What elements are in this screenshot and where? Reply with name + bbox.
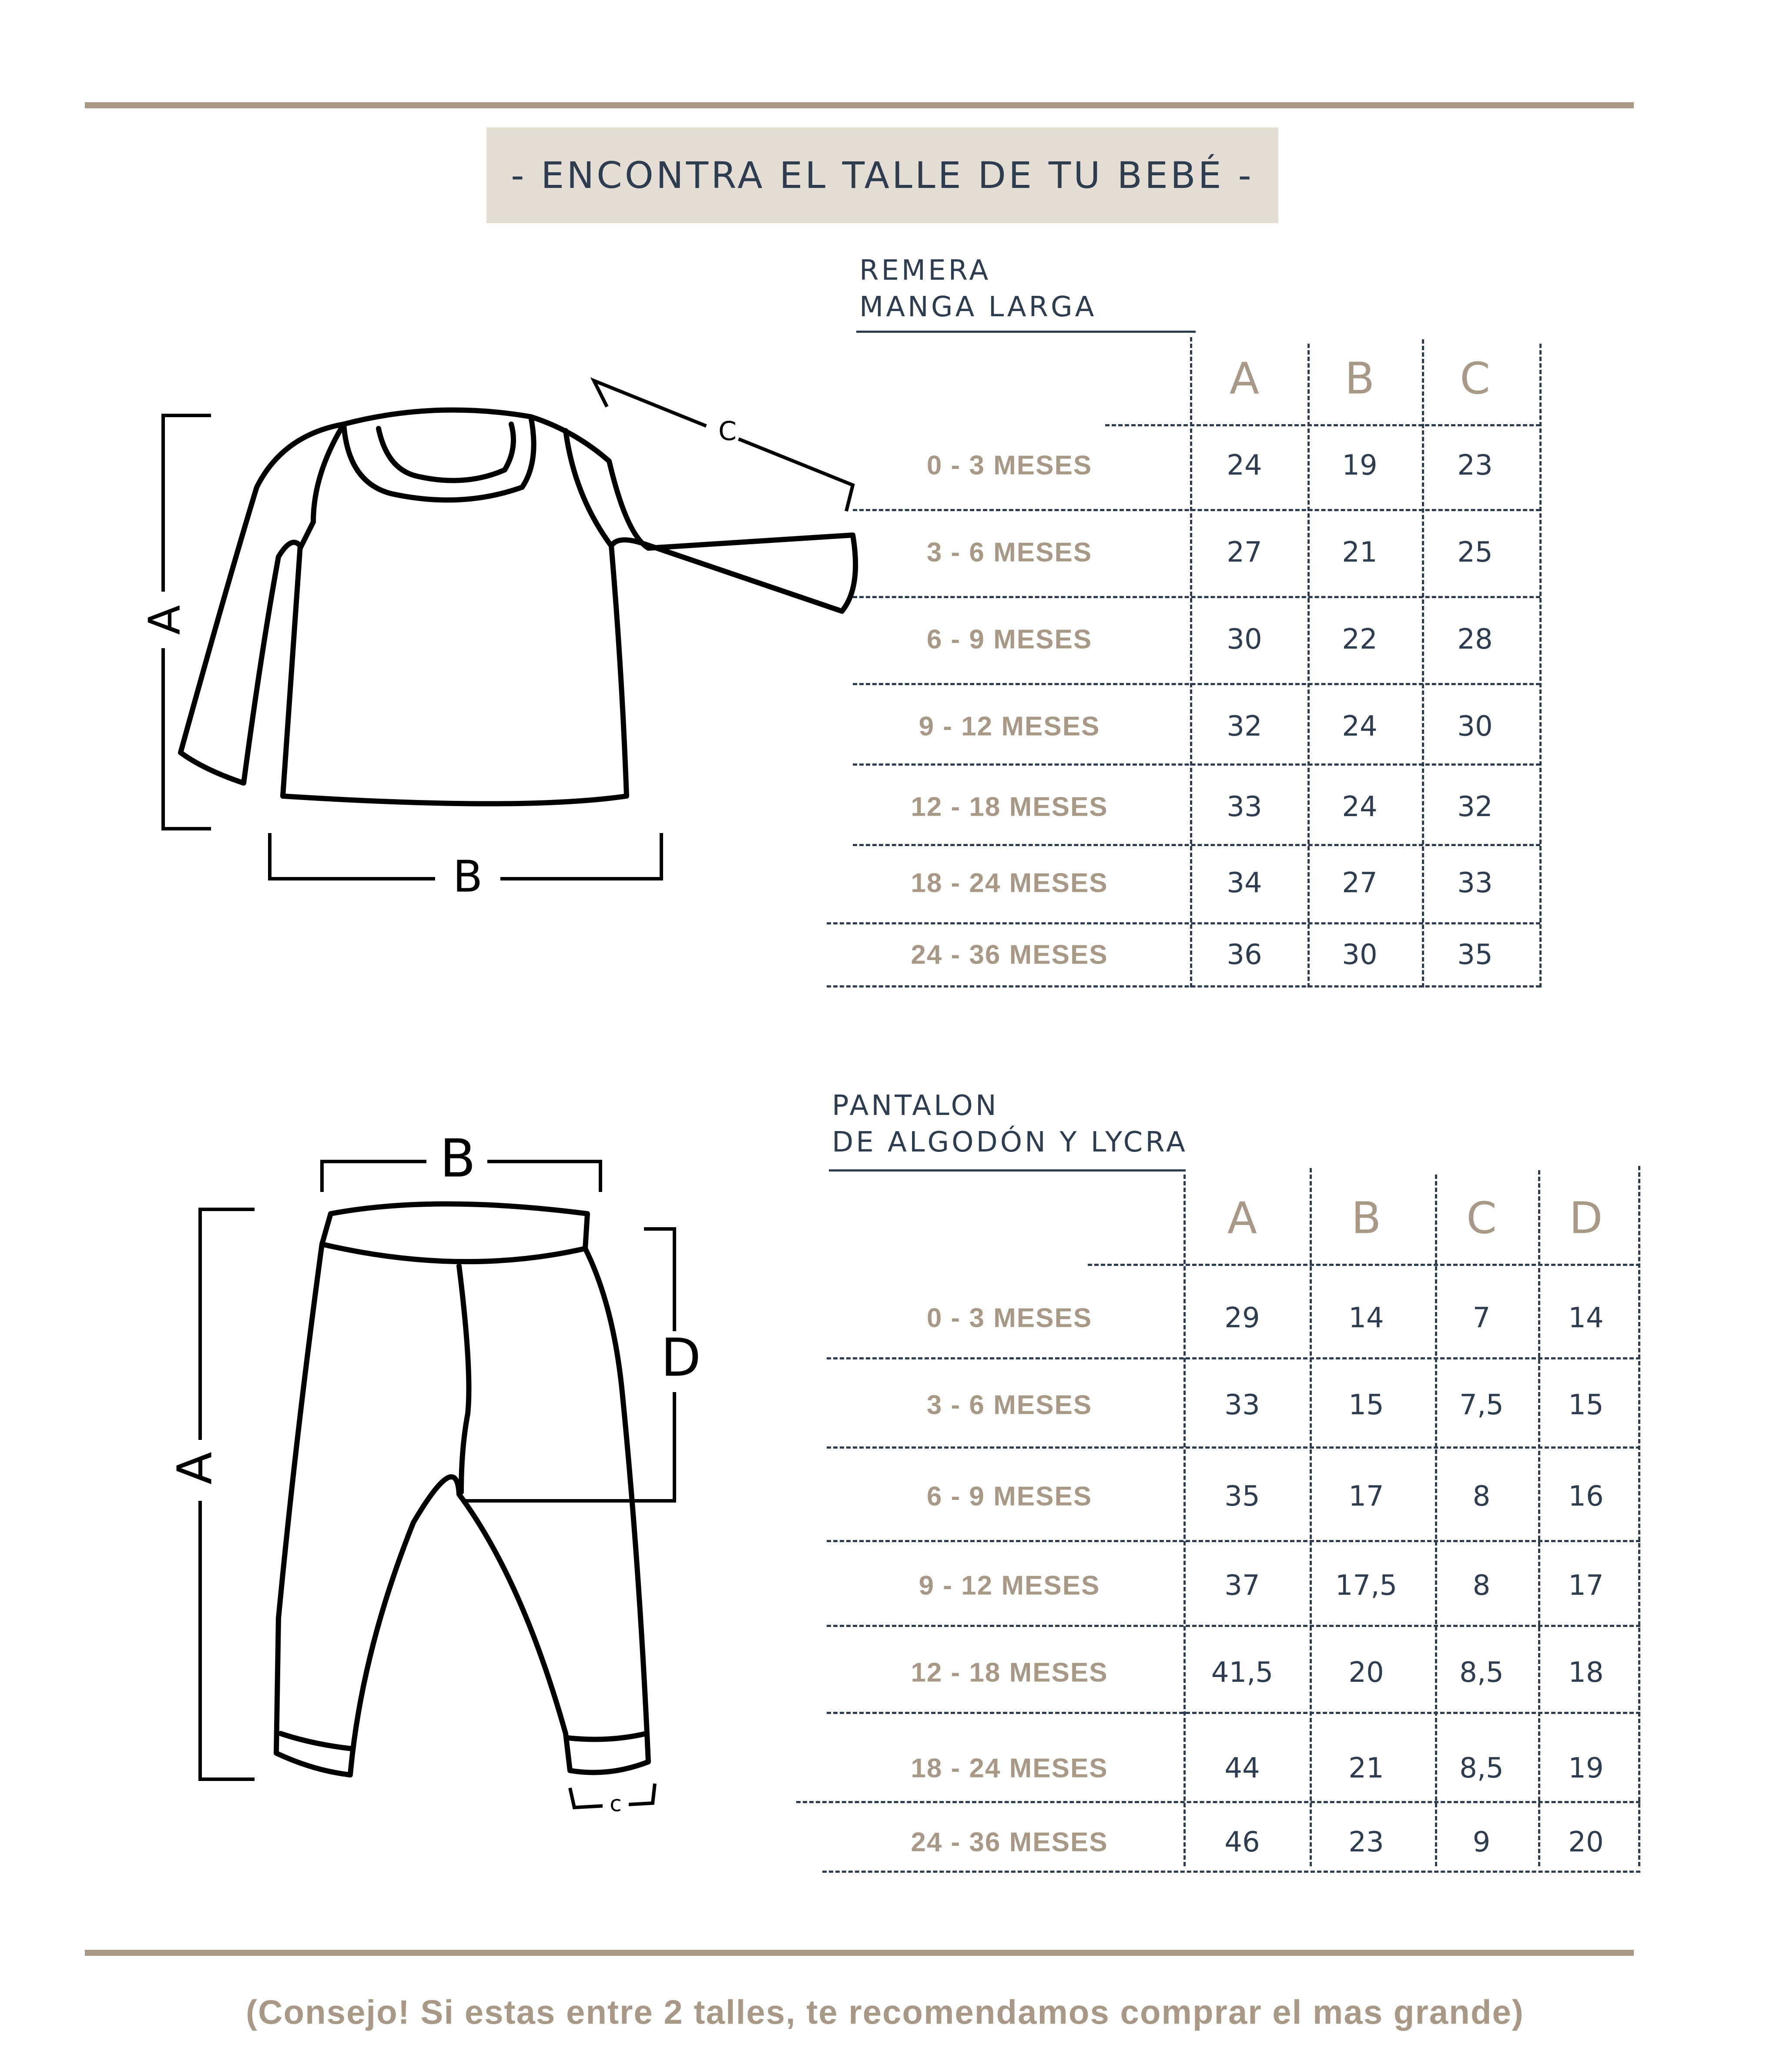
pantalon-table-cell: 17,5 (1335, 1570, 1398, 1602)
remera-table-cell: 27 (1227, 536, 1262, 569)
pantalon-table-cell: 7 (1472, 1302, 1491, 1334)
pantalon-table-cell: 18 (1568, 1657, 1604, 1689)
remera-table-cell: 24 (1227, 449, 1262, 482)
remera-table-cell: 24 (1342, 791, 1378, 823)
pantalon-table-cell: 41,5 (1211, 1657, 1274, 1689)
remera-column-header: C (1460, 353, 1490, 404)
remera-table-cell: 23 (1457, 449, 1493, 482)
pantalon-column-header: A (1227, 1192, 1257, 1244)
pantalon-table-cell: 8 (1472, 1570, 1491, 1602)
pantalon-column-header: C (1466, 1192, 1497, 1244)
remera-table-cell: 33 (1457, 867, 1493, 899)
pantalon-table-cell: 19 (1568, 1752, 1604, 1784)
pantalon-table-cell: 15 (1568, 1389, 1604, 1421)
remera-table-cell: 36 (1227, 939, 1262, 971)
remera-row-size-label: 24 - 36 MESES (911, 940, 1108, 970)
pantalon-table-cell: 21 (1348, 1752, 1384, 1784)
pantalon-title-line1: PANTALON (832, 1090, 999, 1122)
pantalon-table-cell: 33 (1224, 1389, 1260, 1421)
pantalon-row-size-label: 6 - 9 MESES (926, 1481, 1093, 1512)
remera-table-cell: 24 (1342, 710, 1378, 743)
pantalon-table-cell: 15 (1348, 1389, 1384, 1421)
remera-table-cell: 19 (1342, 449, 1378, 482)
pants-dim-a-label: A (167, 1452, 223, 1485)
remera-title-line2: MANGA LARGA (859, 291, 1097, 323)
remera-title-line1: REMERA (859, 254, 991, 287)
pantalon-row-size-label: 12 - 18 MESES (911, 1657, 1108, 1688)
remera-table-cell: 32 (1457, 791, 1493, 823)
pantalon-table-cell: 46 (1224, 1826, 1260, 1858)
shirt-neckline-inner (379, 424, 513, 481)
pantalon-table-cell: 14 (1568, 1302, 1604, 1334)
shirt-dim-a-label: A (139, 605, 190, 635)
remera-table-cell: 21 (1342, 536, 1378, 569)
shirt-illustration (181, 410, 855, 803)
remera-row-size-label: 3 - 6 MESES (926, 537, 1093, 568)
pantalon-table-cell: 37 (1224, 1570, 1260, 1602)
remera-row-size-label: 0 - 3 MESES (926, 450, 1093, 481)
pantalon-table-cell: 9 (1472, 1826, 1491, 1858)
pantalon-row-size-label: 18 - 24 MESES (911, 1753, 1108, 1784)
pantalon-row-size-label: 3 - 6 MESES (926, 1390, 1093, 1420)
remera-table-cell: 28 (1457, 623, 1493, 656)
pants-dim-d-bracket (463, 1229, 674, 1501)
pants-dim-d-label: D (660, 1328, 701, 1389)
pantalon-table-cell: 8,5 (1459, 1752, 1504, 1784)
pantalon-table-cell: 35 (1224, 1480, 1260, 1513)
pants-dim-b-label: B (439, 1128, 476, 1189)
remera-table-cell: 22 (1342, 623, 1378, 656)
pantalon-row-size-label: 9 - 12 MESES (919, 1570, 1100, 1601)
shirt-outline (181, 410, 855, 803)
pantalon-table-cell: 7,5 (1459, 1389, 1504, 1421)
pants-center-seam (459, 1266, 469, 1492)
pantalon-title-line2: DE ALGODÓN Y LYCRA (832, 1126, 1188, 1158)
pants-illustration (276, 1204, 648, 1775)
remera-row-size-label: 9 - 12 MESES (919, 711, 1100, 742)
remera-table-cell: 30 (1342, 939, 1378, 971)
remera-table-cell: 35 (1457, 939, 1493, 971)
pants-cuff-left (281, 1734, 352, 1749)
pantalon-row-size-label: 0 - 3 MESES (926, 1303, 1093, 1333)
pantalon-column-header: B (1351, 1192, 1381, 1244)
bottom-divider (85, 1950, 1634, 1956)
pantalon-table-cell: 8,5 (1459, 1657, 1504, 1689)
pantalon-table-cell: 17 (1348, 1480, 1384, 1513)
pants-waistband (322, 1204, 587, 1262)
remera-table-cell: 33 (1227, 791, 1262, 823)
pantalon-column-header: D (1569, 1192, 1603, 1244)
pants-cuff-right (568, 1734, 646, 1739)
page-title: - ENCONTRA EL TALLE DE TU BEBÉ - (511, 154, 1254, 197)
remera-column-header: A (1229, 353, 1260, 404)
remera-row-size-label: 18 - 24 MESES (911, 868, 1108, 898)
remera-column-header: B (1344, 353, 1375, 404)
pantalon-table-cell: 44 (1224, 1752, 1260, 1784)
remera-row-size-label: 12 - 18 MESES (911, 792, 1108, 822)
pantalon-table-cell: 20 (1568, 1826, 1604, 1858)
pantalon-table-cell: 14 (1348, 1302, 1384, 1334)
pantalon-table-cell: 20 (1348, 1657, 1384, 1689)
remera-table-cell: 27 (1342, 867, 1378, 899)
remera-table-cell: 25 (1457, 536, 1493, 569)
pantalon-row-size-label: 24 - 36 MESES (911, 1827, 1108, 1858)
pants-outline (276, 1244, 648, 1775)
remera-row-size-label: 6 - 9 MESES (926, 624, 1093, 655)
shirt-dim-c-label: C (718, 416, 737, 447)
pantalon-table-cell: 23 (1348, 1826, 1384, 1858)
remera-table-cell: 30 (1227, 623, 1262, 656)
pants-dim-c-label: c (610, 1791, 622, 1817)
footer-tip: (Consejo! Si estas entre 2 talles, te recomendamos comprar el mas grande) (246, 1993, 1524, 2031)
remera-table-cell: 34 (1227, 867, 1262, 899)
pantalon-table-cell: 8 (1472, 1480, 1491, 1513)
pantalon-table-cell: 16 (1568, 1480, 1604, 1513)
remera-table-cell: 30 (1457, 710, 1493, 743)
pantalon-table-cell: 17 (1568, 1570, 1604, 1602)
shirt-neckline-outer (344, 417, 534, 500)
remera-table-cell: 32 (1227, 710, 1262, 743)
shirt-dim-b-label: B (453, 851, 483, 902)
shirt-armhole-left (300, 424, 344, 548)
pantalon-table-cell: 29 (1224, 1302, 1260, 1334)
